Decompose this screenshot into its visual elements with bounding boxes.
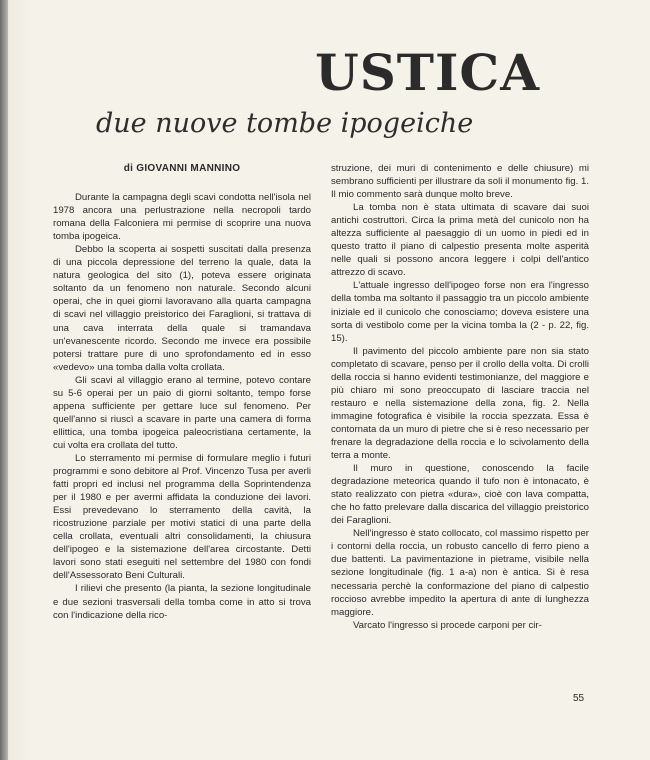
- paragraph: Gli scavi al villaggio erano al termine, potevo contare su 5-6 operai per un paio di giorni soltanto, tempo forse appena sufficiente per gettare luce sul fenomeno. Per quell'anno si riuscì a scavare in parte una camera di forma ellittica, una tomba ipogeica paleocristiana certamente, la cui volta era crollata del tutto.: [53, 374, 311, 451]
- page-number: 55: [573, 693, 585, 704]
- paragraph: Durante la campagna degli scavi condotta nell'isola nel 1978 ancora una perlustrazione nella necropoli tardo romana della Falconiera mi permise di scoprire una nuova tomba ipogeica.: [53, 192, 311, 243]
- paragraph: La tomba non è stata ultimata di scavare dai suoi antichi costruttori. Circa la prima metà del cunicolo non ha altezza sufficiente al paesaggio di un uomo in piedi ed in questo tratto il piano di calpestio presenta molte asperità nelle quali si possono ancora leggere i colpi dell'antico attrezzo di scavo.: [331, 202, 589, 279]
- paragraph: Lo sterramento mi permise di formulare meglio i futuri programmi e sono debitore al Prof. Vincenzo Tusa per averli fatti propri ed inclusi nel programma della Soprintendenza per il 1980 e per avermi affidata la conduzione dei lavori. Essi prevedevano lo sterramento della cavità, la ricostruzione parziale per motivi statici di una parte della cella crollata, eventuali altri consolidamenti, la chiusura dell'ipogeo e la sistemazione dell'area circostante. Detti lavori sono stati eseguiti nel settembre del 1980 con fondi dell'Assessorato Beni Culturali.: [53, 452, 311, 582]
- paragraph: Varcato l'ingresso si procede carponi per cir-: [353, 619, 542, 631]
- paragraph-continuation: struzione, dei muri di contenimento e delle chiusure) mi sembrano sufficienti per illustrare da soli il monumento fig. 1. Il mio commento sarà dunque molto breve.: [331, 163, 589, 201]
- left-column: [53, 162, 311, 622]
- paragraph: Il muro in questione, conoscendo la facile degradazione meteorica quando il tufo non è intonacato, è stato realizzato con pietra «dura», cioè con lava compatta, che ho fatto prelevare dalla discarica del villaggio preistorico dei Faraglioni.: [331, 463, 589, 527]
- paragraph: Nell'ingresso è stato collocato, col massimo rispetto per i contorni della roccia, un robusto cancello di ferro pieno a due battenti. La pavimentazione in pietrame, visibile nella sezione longitudinale (fig. 1 a-a) non è antica. Si è resa necessaria perchè la conformazione del piano di calpestio roccioso avrebbe impedito la apertura di ante di lunghezza maggiore.: [331, 528, 589, 618]
- paragraph: L'attuale ingresso dell'ipogeo forse non era l'ingresso della tomba ma soltanto il passaggio tra un piccolo ambiente iniziale ed il cunicolo che conosciamo; doveva esistere una sorta di vestibolo come per la vicina tomba la (2 - p. 22, fig. 15).: [331, 280, 589, 344]
- article-title: USTICA: [315, 43, 540, 102]
- author-byline: di GIOVANNI MANNINO: [123, 163, 241, 174]
- paragraph: Il pavimento del piccolo ambiente pare non sia stato completato di scavare, penso per il crollo della volta. Di crolli della roccia si hanno evidenti testimonianze, del maggiore e più chiaro mi sono preoccupato di lasciare traccia nel restauro e nella sistemazione della zona, fig. 2. Nella immagine fotografica è visibile la roccia spezzata. Essa è contornata da un muro di pietre che si è reso necessario per frenare la degradazione della roccia e lo scivolamento della terra a monte.: [331, 345, 589, 462]
- paragraph: Debbo la scoperta ai sospetti suscitati dalla presenza di una piccola depressione del terreno la quale, data la natura geologica del sito (1), poteva essere originata soltanto da un fenomeno non naturale. Secondo alcuni operai, che in quei giorni lavoravano alla quarta campagna di scavi nel villaggio preistorico dei Faraglioni, si trattava di una cava interrata della quale si tramandava un'evanescente ricordo. Secondo me invece era possibile potersi trattare pure di uno sprofondamento ed in esso «vedevo» una tomba dalla volta crollata.: [53, 244, 311, 373]
- right-column: [331, 162, 589, 632]
- book-spine-shadow: [0, 0, 8, 760]
- paragraph: I rilievi che presento (la pianta, la sezione longitudinale e due sezioni trasversali della tomba come in atto si trova con l'indicazione della rico-: [53, 583, 311, 621]
- article-subtitle: due nuove tombe ipogeiche: [96, 108, 474, 139]
